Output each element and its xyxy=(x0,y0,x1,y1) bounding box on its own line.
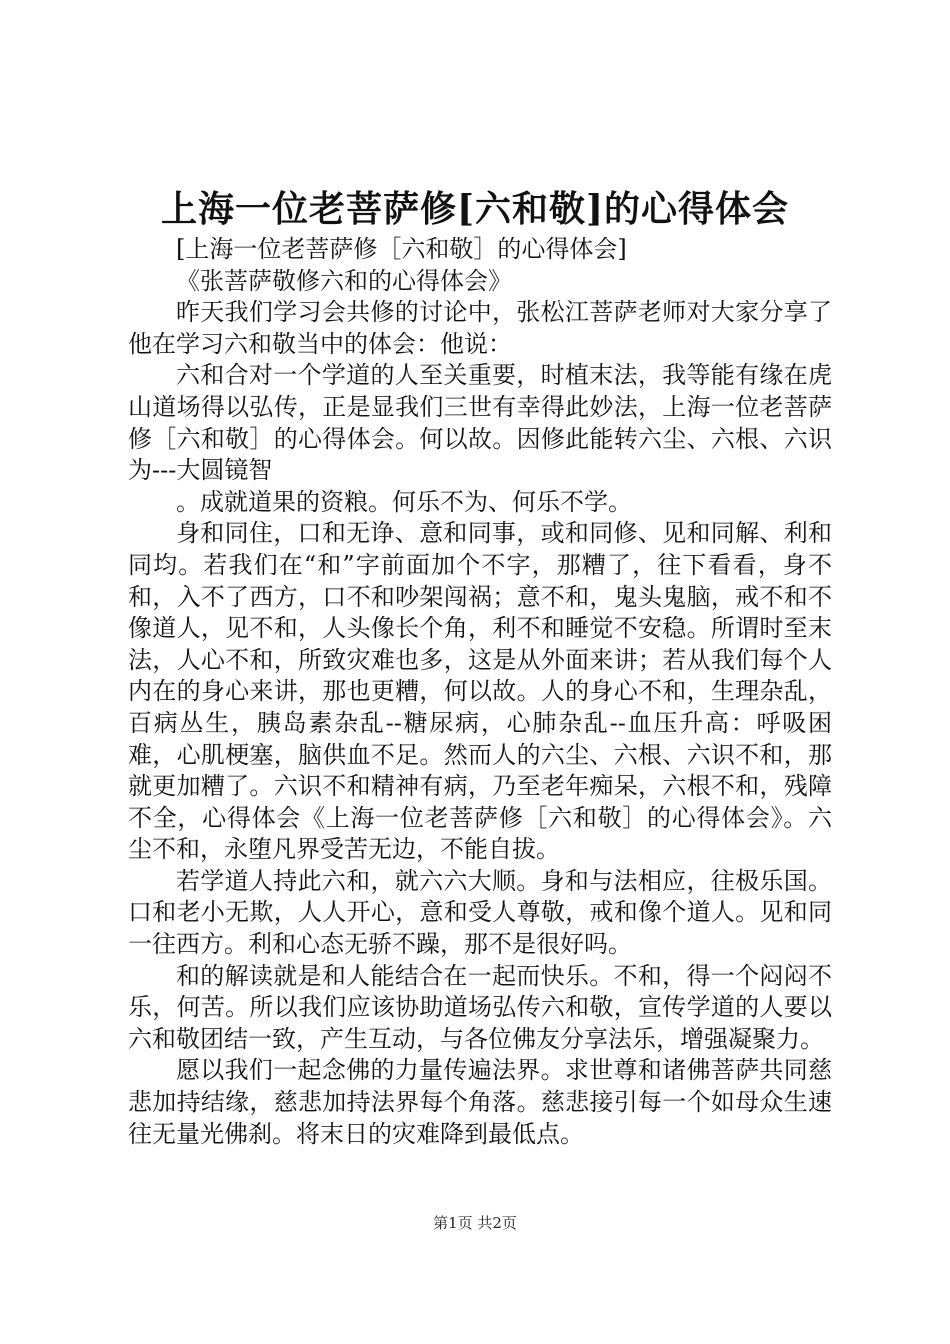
document-body xyxy=(128,234,832,1150)
page-number-footer: 第1页 共2页 xyxy=(433,1214,517,1232)
paragraph: 昨天我们学习会共修的讨论中，张松江菩萨老师对大家分享了他在学习六和敬当中的体会：他说： xyxy=(128,298,832,358)
paragraph: 愿以我们一起念佛的力量传遍法界。求世尊和诸佛菩萨共同慈悲加持结缘，慈悲加持法界每个角落。慈悲接引每一个如母众生速往无量光佛刹。将末日的灾难降到最低点。 xyxy=(128,1056,832,1148)
paragraph-heading: 《张菩萨敬修六和的心得体会》 xyxy=(176,266,512,295)
paragraph: 六和合对一个学道的人至关重要，时植末法，我等能有缘在虎山道场得以弘传，正是显我们三世有幸得此妙法，上海一位老菩萨修［六和敬］的心得体会。何以故。因修此能转六尘、六根、六识为---大圆镜智 xyxy=(128,361,832,485)
paragraph-subtitle: [上海一位老菩萨修［六和敬］的心得体会] xyxy=(176,235,627,263)
paragraph: 若学道人持此六和，就六六大顺。身和与法相应，往极乐国。口和老小无欺，人人开心，意和受人尊敬，戒和像个道人。见和同一往西方。利和心态无骄不躁，那不是很好吗。 xyxy=(128,866,832,959)
paragraph: 身和同住，口和无诤、意和同事，或和同修、见和同解、利和同均。若我们在“和”字前面加个不字，那糟了，往下看看，身不和，入不了西方，口不和吵架闯祸；意不和，鬼头鬼脑，戒不和不像道人，见不和，人头像长个角，利不和睡觉不安稳。所谓时至末法，人心不和，所致灾难也多，这是从外面来讲；若从我们每个人内在的身心来讲，那也更糟，何以故。人的身心不和，生理杂乱，百病丛生，胰岛素杂乱--糖尿病，心肺杂乱--血压升高：呼吸困难，心肌梗塞，脑供血不足。然而人的六尘、六根、六识不和，那就更加糟了。六识不和精神有病，乃至老年痴呆，六根不和，残障不全，心得体会《上海一位老菩萨修［六和敬］的心得体会》。六尘不和，永堕凡界受苦无边，不能自拔。 xyxy=(128,519,832,864)
paragraph: 。成就道果的资粮。何乐不为、何乐不学。 xyxy=(176,487,632,516)
paragraph: 和的解读就是和人能结合在一起而快乐。不和，得一个闷闷不乐，何苦。所以我们应该协助道场弘传六和敬，宣传学道的人要以六和敬团结一致，产生互动，与各位佛友分享法乐，增强凝聚力。 xyxy=(128,961,832,1053)
document-title: 上海一位老菩萨修[六和敬]的心得体会 xyxy=(160,188,790,230)
